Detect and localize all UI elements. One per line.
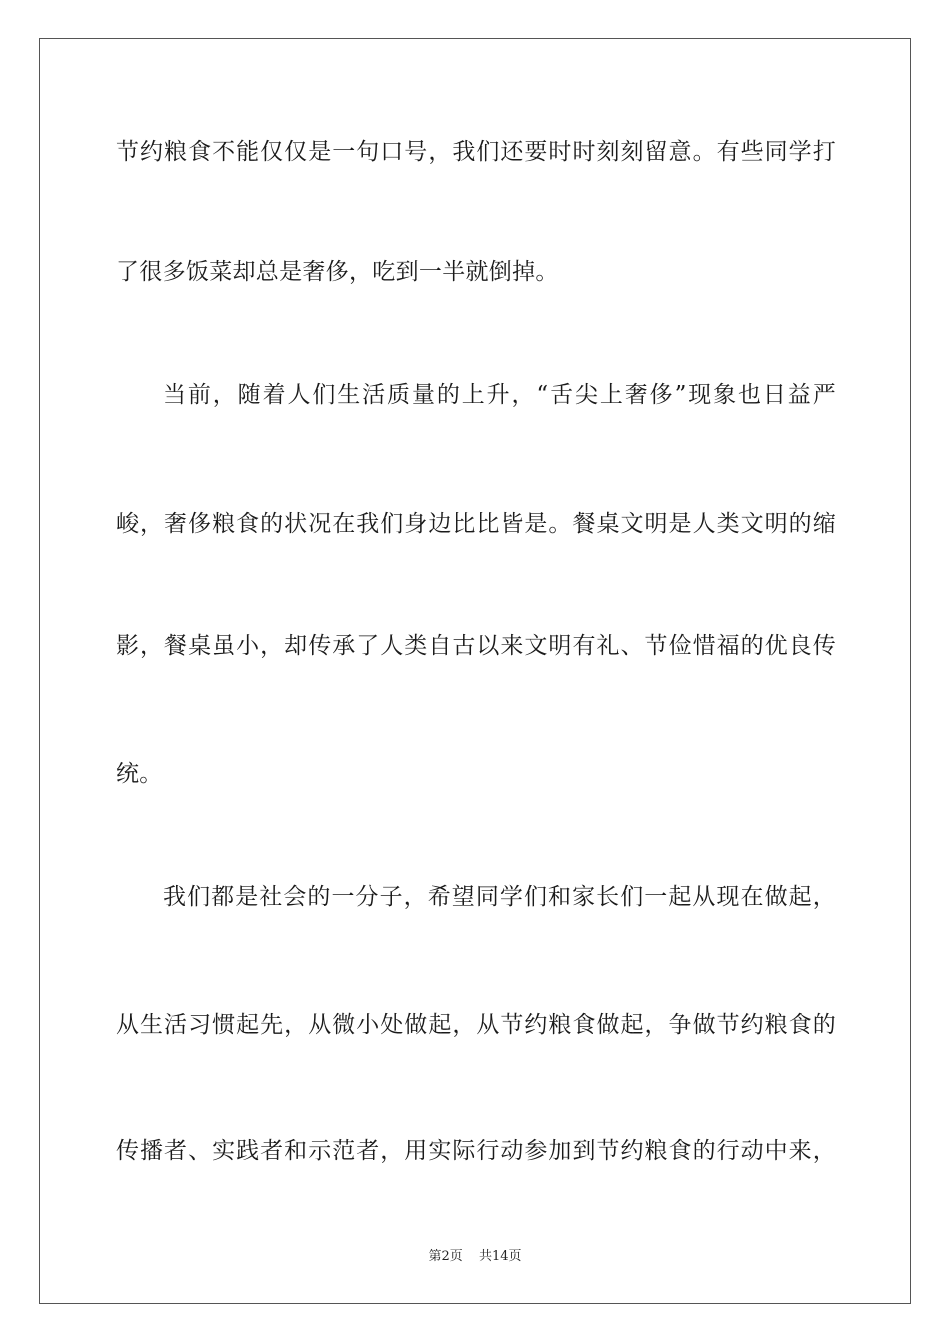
body-line-8: 从生活习惯起先，从微小处做起，从节约粮食做起，争做节约粮食的: [116, 1012, 836, 1038]
total-pages: 共14页: [478, 1249, 522, 1264]
body-line-4: 峻，奢侈粮食的状况在我们身边比比皆是。餐桌文明是人类文明的缩: [116, 511, 836, 537]
body-line-3: 当前，随着人们生活质量的上升，“舌尖上奢侈”现象也日益严: [163, 382, 836, 408]
page-number: 第2页: [428, 1249, 463, 1264]
body-line-9: 传播者、实践者和示范者，用实际行动参加到节约粮食的行动中来，: [116, 1138, 836, 1164]
body-line-1: 节约粮食不能仅仅是一句口号，我们还要时时刻刻留意。有些同学打: [116, 139, 836, 165]
page-border: [39, 38, 911, 1304]
body-line-7: 我们都是社会的一分子，希望同学们和家长们一起从现在做起，: [163, 884, 836, 910]
body-line-5: 影，餐桌虽小，却传承了人类自古以来文明有礼、节俭惜福的优良传: [116, 633, 836, 659]
body-line-2: 了很多饭菜却总是奢侈，吃到一半就倒掉。: [116, 259, 559, 285]
page-footer: [0, 1248, 950, 1266]
body-line-6: 统。: [116, 761, 163, 787]
